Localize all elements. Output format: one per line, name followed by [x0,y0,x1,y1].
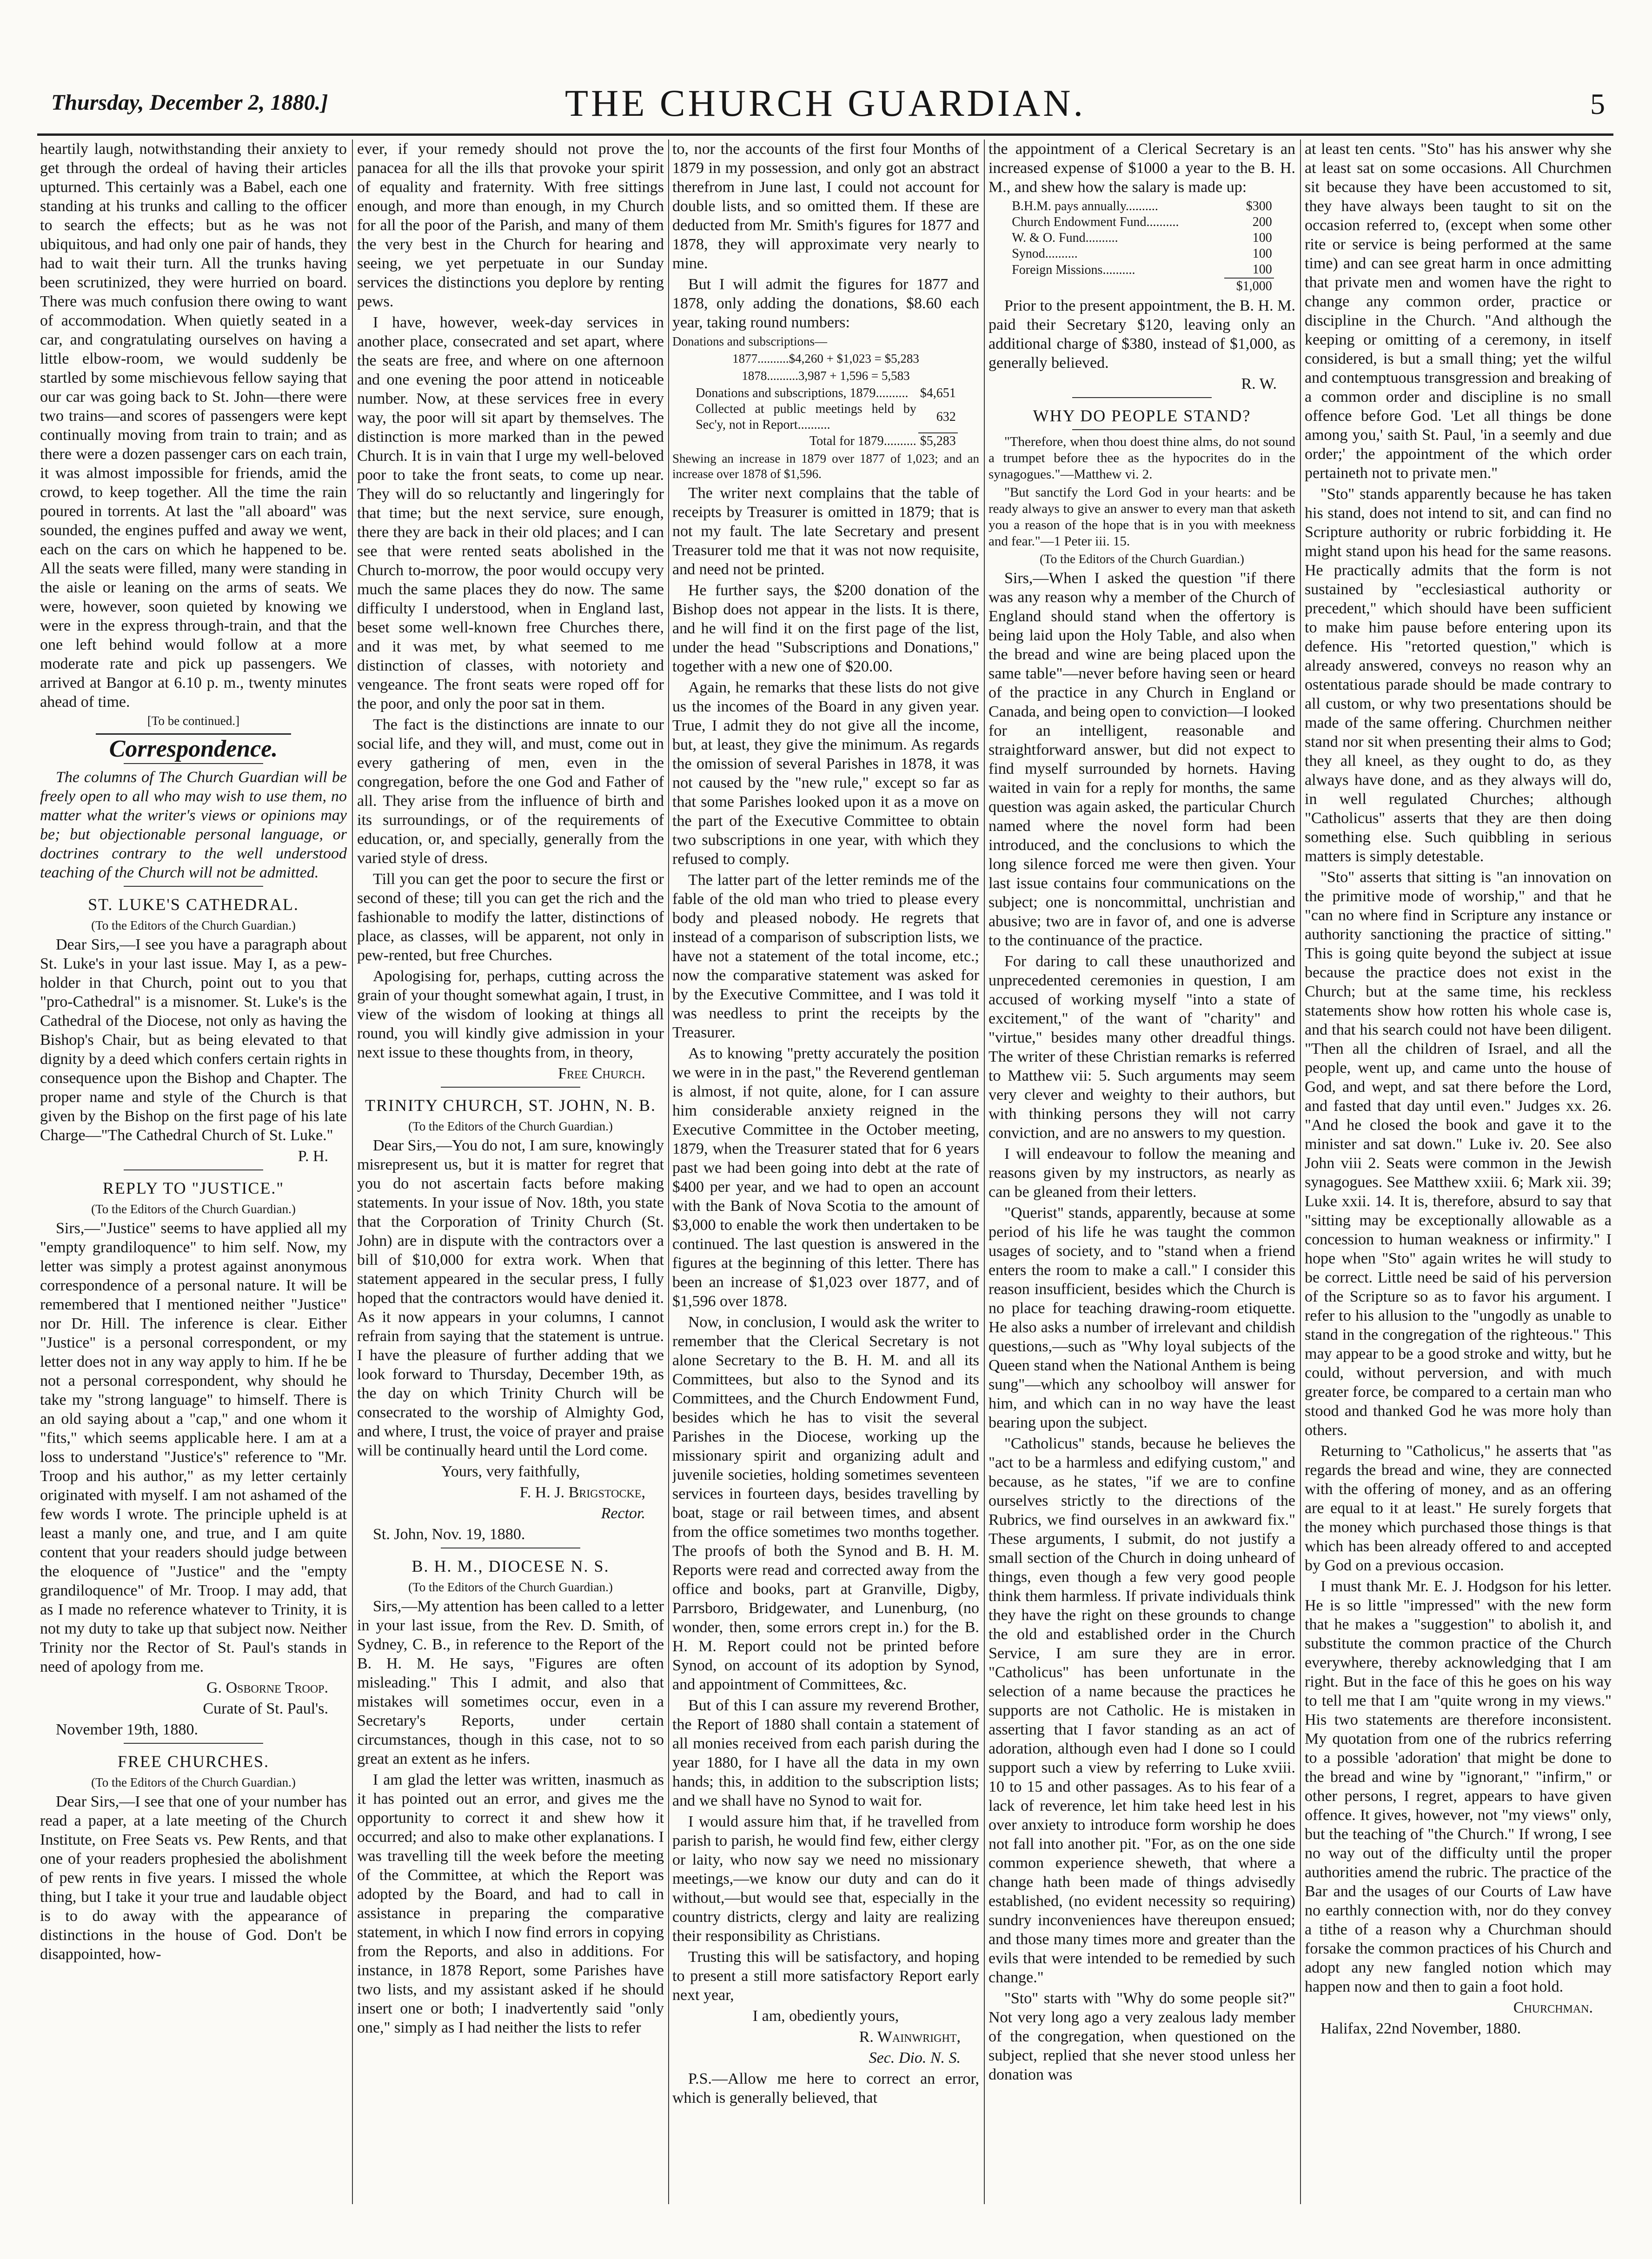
page-number: 5 [1590,87,1605,120]
section-divider [441,1087,580,1088]
letter-signature: Churchman. [1513,1999,1593,2016]
section-divider [124,763,263,764]
table-cell-label: Collected at public meetings held by Sec'y, not in Report.......... [696,402,916,432]
table-cell-value: 632 [936,409,956,424]
table-cell-label: Foreign Missions.......... [1012,262,1135,277]
masthead-title: THE CHURCH GUARDIAN. [565,82,1086,124]
letter-paragraph: For daring to call these unauthorized and unprecedented ceremonies in question, I am accused of working myself "into a state of excitement," of the want of "charity" and "virtue," besides many other dreadful things. The writer of these Christian remarks is referred to Matthew vii: 5. Such arguments may seem very clever and weighty to their authors, but with thinking persons they will not carry conviction, and are no answers to my question. [989,953,1295,1142]
editorial-note: The columns of The Church Guardian will be freely open to all who may wish to use them, no matter what the writer's views or opinions may be; but objectionable personal language, or doctrines contrary to the well understood teaching of the Church will not be admitted. [40,769,347,881]
column-1 [40,140,347,2209]
letter-paragraph: I am glad the letter was written, inasmuch as it has pointed out an error, and gives me the opportunity to correct it and shew how it occurred; and also to make other explanations. I was travelling till the week before the meeting of the Committee, at which the Report was adopted by the Board, and had to call in assistance in preparing the comparative statement, in which I now find errors in copying from the Reports, and also in additions. For instance, in 1878 Report, some Parishes have two lists, and my assistant asked if he should insert one or both; I inadvertently said "only one," simply as I had neither the lists to refer [357,1771,664,2036]
letter-paragraph: But I will admit the figures for 1877 and 1878, only adding the donations, $8.60 each year, taking round numbers: [672,276,979,331]
letter-signature: P. H. [298,1148,328,1165]
table-cell-value: $4,651 [920,386,956,400]
letter-paragraph: As to knowing "pretty accurately the position we were in in the past," the Reverend gentleman is almost, if not quite, alone, for I can assure him considerable anxiety reigned in the Executive Committee in the October meeting, 1879, when the Treasurer stated that for 6 years past we had been going into debt at the rate of $400 per year, and we had to open an account with the Bank of Nova Scotia to the amount of $3,000 to enable the work then undertaken to be continued. The last question is answered in the figures at the beginning of this letter. There has been an increase of $1,023 over 1877, and of $1,596 over 1878. [672,1045,979,1310]
letter-date: St. John, Nov. 19, 1880. [373,1526,525,1543]
table-cell-value: 100 [1252,262,1272,277]
letter-heading: B. H. M., DIOCESE N. S. [411,1557,610,1575]
letter-signature: R. W. [1241,375,1277,392]
letter-addressee: (To the Editors of the Church Guardian.) [1040,552,1244,566]
letter-paragraph: Prior to the present appointment, the B. H. M. paid their Secretary $120, leaving only an additional charge of $380, instead of $1,000, as generally believed. [989,297,1295,372]
letter-paragraph: Dear Sirs,—You do not, I am sure, knowingly misrepresent us, but it is matter for regret that you do not ascertain facts before making statements. In your issue of Nov. 18th, you state that the Corporation of Trinity Church (St. John) are in dispute with the contractors over a bill of $10,000 for extra work. When that statement appeared in the secular press, I fully hoped that the contractors would have denied it. As it now appears in your columns, I cannot refrain from saying that the statement is untrue. I have the pleasure of further adding that we look forward to Thursday, December 19th, as the day on which Trinity Church will be consecrated to the worship of Almighty God, and where, I trust, the voice of prayer and praise will be continually heard until the Lord come. [357,1137,664,1459]
letter-paragraph: "Sto" asserts that sitting is "an innovation on the primitive mode of worship," and that he "can no where find in Scripture any instance or authority sanctioning the practice of sitting." This is going quite beyond the subject at issue because the practice does not exist in the Church; but at the same time, his reckless statements show how rotten his whole case is, and that his search could not have been diligent. "Then all the children of Israel, and all the people, went up, and came unto the house of God, and wept, and sat there before the Lord, and fasted that day until even." Judges xx. 26. "And he closed the book and gave it to the minister and sat down." Luke iv. 20. See also John viii 2. Seats were common in the Jewish synagogues. See Matthew xxiii. 6; Mark xii. 39; Luke xxii. 14. It is, therefore, absurd to say that "sitting may be exceptionally allowable as a concession to human weakness or infirmity." I hope when "Sto" again writes he will study to be correct. Little need be said of his perversion of the Scripture so as to favor his argument. I refer to his allusion to the "ungodly as unable to stand in the congregation of the righteous." This may appear to be a good stroke and witty, but he could, without perversion, and with much greater force, be compared to a certain man who stood and thanked God he was more holy than others. [1305,869,1612,1439]
section-divider [124,886,263,887]
table-cell-label: Church Endowment Fund.......... [1012,215,1179,229]
letter-paragraph: "Sto" starts with "Why do some people sit?" Not very long ago a very zealous lady member of the congregation, when questioned on the subject, replied that she never stood unless her donation was [989,1990,1295,2083]
scripture-quote: "Therefore, when thou doest thine alms, do not sound a trumpet before thee as the hypocrites do in the synagogues."—Matthew vi. 2. [989,434,1295,482]
letter-addressee: (To the Editors of the Church Guardian.) [91,1775,296,1789]
letter-paragraph: The fact is the distinctions are innate to our social life, and they will, and must, come out in every gathering of men, even in the congregation, before the one God and Father of all. They arise from the influence of birth and its surroundings, or of the requirements of education, or, and specially, generally from the varied style of dress. [357,716,664,867]
section-heading-correspondence: Correspondence. [109,736,278,762]
letter-heading: ST. LUKE'S CATHEDRAL. [88,895,299,914]
column-rule [352,140,353,2204]
letter-closing: I am, obediently yours, [752,2007,899,2025]
table-cell-label: B.H.M. pays annually.......... [1012,199,1158,213]
header-date: Thursday, December 2, 1880.] [51,90,328,115]
letter-signature: F. H. J. Brigstocke, [519,1484,645,1501]
letter-paragraph: the appointment of a Clerical Secretary is an increased expense of $1000 a year to the B. H. M., and shew how the salary is made up: [989,140,1295,196]
continued-note: [To be continued.] [147,714,240,728]
table-row [1010,214,1274,230]
letter-heading: REPLY TO "JUSTICE." [102,1179,285,1197]
table-cell-label: Synod.......... [1012,246,1078,261]
letter-paragraph: Apologising for, perhaps, cutting across the grain of your thought somewhat again, I trust, in view of the wisdom of looking at things all round, you will kindly give admission in your next issue to these thoughts from, in theory, [357,968,664,1061]
letter-signature-title: Sec. Dio. N. S. [869,2049,961,2066]
letter-signature: R. Wainwright, [859,2028,961,2046]
letter-addressee: (To the Editors of the Church Guardian.) [91,918,296,932]
table-cell-value: $5,283 [918,433,958,449]
letter-paragraph: "Querist" stands, apparently, because at some period of his life he was taught the common usages of society, and to "stand when a friend enters the room to make a call." I consider this reason insufficient, besides which the Church is no place for teaching drawing-room etiquette. He also asks a number of irrelevant and childish questions,—such as "Why loyal subjects of the Queen stand when the National Anthem is being sung"—which any schoolboy will answer for him, and which can in no way have the least bearing upon the subject. [989,1204,1295,1431]
table-cell-value: 200 [1252,215,1272,229]
table-cell-empty [1010,278,1224,294]
section-divider [124,1169,263,1170]
letter-paragraph: ever, if your remedy should not prove the panacea for all the ills that provoke your spirit of equality and fraternity. With free sittings enough, and more than enough, in my Church for all the poor of the Parish, and many of them the very best in the Church for hearing and seeing, we yet perpetuate in our Sunday services the distinctions you deplore by renting pews. [357,140,664,310]
letter-paragraph: Till you can get the poor to secure the first or second of these; till you can get the rich and the fashionable to modify the latter, distinctions of place, as classes, will be apparent, not only in pew-rented, but free Churches. [357,870,664,964]
letter-paragraph: I will endeavour to follow the meaning and reasons given by my instructors, as nearly as can be gleaned from their letters. [989,1145,1295,1201]
letter-addressee: (To the Editors of the Church Guardian.) [91,1202,296,1216]
letter-heading: WHY DO PEOPLE STAND? [1033,406,1251,425]
column-5 [1305,140,1612,2209]
donations-1877: 1877..........$4,260 + $1,023 = $5,283 [732,352,919,365]
table-row [1010,230,1274,246]
letter-signature: G. Osborne Troop. [206,1679,328,1696]
letter-paragraph: The writer next complains that the table of receipts by Treasurer is omitted in 1879; that is not my fault. The late Secretary and present Treasurer told me that it was not now requisite, and need not be printed. [672,485,979,578]
page-header [37,81,1613,136]
letter-addressee: (To the Editors of the Church Guardian.) [408,1580,613,1594]
table-cell-total: $1,000 [1224,278,1274,294]
article-paragraph: heartily laugh, notwithstanding their anxiety to get through the ordeal of having their articles upturned. This certainly was a Babel, each one standing at his trunks and calling to the officer to search the effects; but as he was not ubiquitous, and had only one pair of hands, they had to wait their turn. All the trunks having been scrutinized, they were hurried on board. There was much confusion there owing to want of accommodation. When quietly seated in a car, and congratulating ourselves on having a little elbow-room, we would suddenly be startled by some mischievous fellow saying that our car was going back to St. John—there were two trains—and scores of passengers were kept continually moving from train to train; and as there were a dozen passenger cars on each train, it was almost impossible for friends, amid the crowd, to keep together. All the time the rain poured in torrents. At last the "all aboard" was sounded, the engines puffed and away we went, each on the cars on which he happened to be. All the seats were filled, many were standing in the aisle or leaning on the arms of seats. We were, however, soon quieted by knowing we were in the express through-train, and that the one left behind would follow at a more moderate rate and pick up passengers. We arrived at Bangor at 6.10 p. m., twenty minutes ahead of time. [40,140,347,711]
letter-addressee: (To the Editors of the Church Guardian.) [408,1119,613,1133]
letter-paragraph: I must thank Mr. E. J. Hodgson for his letter. He is so little "impressed" with the new form that he makes a "suggestion" to abolish it, and substitute the common practice of the Church everywhere, thereby acknowledging that I am right. But in the face of this he goes on his way to tell me that I am "quite wrong in my views." His two statements are therefore inconsistent. My quotation from one of the rubrics referring to a possible 'adoration' that might be done to the bread and wine by "ignorant," "infirm," or other persons, I regret, appears to have given offence. It gives, however, not "my views" only, but the teaching of "the Church." If wrong, I see no way out of the difficulty until the proper authorities amend the rubric. The practice of the Bar and the usages of our Courts of Law have no earthly connection with, nor do they convey a tithe of a reason why a Churchman should forsake the common practices of his Church and adopt any new fangled notion which may happen now and then to gain a foot hold. [1305,1578,1612,1995]
postscript: P.S.—Allow me here to correct an error, which is generally believed, that [672,2070,979,2106]
section-divider [96,733,291,735]
column-4 [989,140,1295,2209]
table-row [694,433,958,449]
table-cell-value: 100 [1252,231,1272,245]
letter-paragraph: But of this I can assure my reverend Brother, the Report of 1880 shall contain a statement of all monies received from each parish during the year 1880, for I have all the data in my own hands; this, in addition to the subscription lists; and we shall have no Synod to wait for. [672,1697,979,1809]
column-3 [672,140,979,2209]
table-row [694,401,958,433]
increase-note: Shewing an increase in 1879 over 1877 of 1,023; and an increase over 1878 of $1,596. [672,452,979,481]
letter-paragraph: The latter part of the letter reminds me of the fable of the old man who tried to please every body and pleased nobody. He regrets that instead of a comparison of subscription lists, we have not a statement of the total income, etc.; now the comparative statement was asked for by the Executive Committee, and I was told it was needless to print the receipts by the Treasurer. [672,871,979,1041]
letter-paragraph: Sirs,—"Justice" seems to have applied all my "empty grandiloquence" to him self. Now, my letter was simply a protest against anonymous correspondence of a personal nature. It will be remembered that I mentioned neither "Justice" nor Dr. Hill. The inference is clear. Either "Justice" is a personal correspondent, or my letter does not in any way apply to him. If he be not a personal correspondent, why should he take my "strong language" to himself. There is an old saying about a "cap," and one whom it "fits," which seems applicable here. I am at a loss to understand "Justice's" reference to "Mr. Troop and his author," as my letter certainly originated with myself. I am not ashamed of the few words I wrote. The principle upheld is at least a manly one, and true, and I am quite content that your readers should judge between the eloquence of "Justice" and the "empty grandiloquence" of Mr. Troop. I may add, that as I made no reference whatever to Trinity, it is not my duty to take up that subject now. Neither Trinity nor the Rector of St. Paul's stands in need of apology from me. [40,1220,347,1675]
letter-date: Halifax, 22nd November, 1880. [1320,2020,1521,2037]
section-divider [1072,397,1212,398]
column-rule [984,140,985,2204]
letter-signature: Free Church. [558,1065,645,1082]
letter-paragraph: Sirs,—When I asked the question "if there was any reason why a member of the Church of England should stand when the offertory is being laid upon the Holy Table, and also when the bread and wine are being placed upon the same table"—never before having seen or heard of the practice in any Church in England or Canada, and being open to conviction—I looked for an intelligent, reasonable and straightforward answer, but did not expect to find myself surrounded by hornets. Having waited in vain for a reply for months, the same question was again asked, the particular Church named where the novel form had been introduced, and the conclusions to which the long silence forced me were then given. Your last issue contains four communications on the subject; one is noncommittal, unchristian and abusive; two are in favor of, and one is adverse to the continuance of the practice. [989,570,1295,949]
table-row [1010,199,1274,214]
salary-table [1010,199,1274,294]
table-cell-value: $300 [1246,199,1272,213]
letter-paragraph: Dear Sirs,—I see that one of your number has read a paper, at a late meeting of the Church Institute, on Free Seats vs. Pew Rents, and that one of your readers prophesied the abolishment of pew rents in five years. I missed the whole thing, but I take it your true and laudable object is to do away with the appearance of distinctions in the house of God. Don't be disappointed, how- [40,1793,347,1963]
table-row [694,385,958,401]
section-divider [1072,429,1212,430]
column-2 [357,140,664,2209]
letter-paragraph: Returning to "Catholicus," he asserts that "as regards the bread and wine, they are connected with the offering of money, and as an offering are equal to it at least." He surely forgets that the money which purchased those things is that which has been already offered to and accepted by God on a previous occasion. [1305,1442,1612,1574]
letter-paragraph: Trusting this will be satisfactory, and hoping to present a still more satisfactory Report early next year, [672,1948,979,2004]
letter-paragraph: Dear Sirs,—I see you have a paragraph about St. Luke's in your last issue. May I, as a pew-holder in that Church, point out to you that "pro-Cathedral" is a misnomer. St. Luke's is the Cathedral of the Diocese, not only as having the Bishop's Chair, but as being elevated to that dignity by a deed which confers certain rights in consequence upon the Bishop and Chapter. The proper name and style of the Church is that given by the Bishop on the first page of his late Charge—"The Cathedral Church of St. Luke." [40,936,347,1144]
section-divider [124,1743,263,1744]
letter-closing: Yours, very faithfully, [441,1463,580,1480]
letter-paragraph: Again, he remarks that these lists do not give us the incomes of the Board in any given year. True, I admit they do not give all the income, but, at least, they give the minimum. As regards the omission of several Parishes in 1878, it was not caused by the "new rule," except so far as that some Parishes looked upon it as a move on the part of the Executive Committee to obtain two subscriptions in one year, with which they refused to comply. [672,679,979,868]
scripture-quote: "But sanctify the Lord God in your hearts: and be ready always to give an answer to every man that asketh you a reason of the hope that is in you with meekness and fear."—1 Peter iii. 15. [989,485,1295,549]
letter-paragraph: at least ten cents. "Sto" has his answer why she at least sat on some occasions. All Churchmen sit because they have been accustomed to sit, they have always been taught to sit on the occasion referred to, (except when some other rite or service is being performed at the same time) and can see great harm in once admitting that private men and women have the right to change any common order, practice or discipline in the Church. "And although the keeping or omitting of a ceremony, in itself considered, is but a small thing; yet the wilful and contemptuous transgression and breaking of a common order and discipline is no small offence before God. 'Let all things be done among you,' saith St. Paul, 'in a seemly and due order;' the appointment of the which order pertaineth not to private men." [1305,140,1612,482]
donations-1878: 1878..........3,987 + 1,596 = 5,583 [742,369,910,383]
column-rule [1300,140,1301,2204]
letter-date: November 19th, 1880. [56,1721,198,1738]
letter-paragraph: I have, however, week-day services in another place, consecrated and set apart, where the seats are free, and where on one afternoon and one evening the poor attend in noticeable number. Now, at these services free in every way, the poor will sit apart by themselves. The distinction is more marked than in the pewed Church. It is in vain that I urge my well-beloved poor to take the front seats, to come up near. They will do so reluctantly and lingeringly for that time; but the next service, sure enough, there they are back in their old places; and I can see that were rented seats abolished in the Church to-morrow, the poor would occupy very much the same places they do now. The same difficulty I understood, when in England last, beset some well-known free Churches there, and it was met, by what seemed to me distinction of classes, with notoriety and vengeance. The front seats were roped off for the poor, and only the poor sat in them. [357,314,664,712]
letter-paragraph: "Sto" stands apparently because he has taken his stand, does not intend to sit, and can find no Scripture authority or rubric forbidding it. He might stand upon his head for the same reasons. He practically admits that the form is not sustained by "ecclesiastical authority or precedent," which should have been sufficient to make him pause before entering upon its defence. His "retorted question," which is already answered, conveys no reason why an ostentatious parade should be made contrary to all custom, or why two presentations should be made of the same offering. Churchmen neither stand nor sit when presenting their alms to God; they all kneel, as they ought to do, as they always have done, and as they always will do, in well regulated Churches; although "Catholicus" asserts that they are then doing something else. Such quibbling in serious matters is simply detestable. [1305,485,1612,865]
letter-heading: FREE CHURCHES. [117,1752,270,1771]
letter-paragraph: "Catholicus" stands, because he believes the "act to be a harmless and edifying custom," and because, as he states, "if we are to confine ourselves strictly to the directions of the Rubrics, we find ourselves in an awkward fix." These arguments, I submit, do not justify a small section of the Church in doing unheard of things, even though a few very good people think them harmless. If private individuals think they have the right on these grounds to change the old and established order in the Church Service, I am sure they are in error. "Catholicus" has been unfortunate in the selection of a name because the practices he supports are not Catholic. He is mistaken in asserting that I favor standing as an act of adoration, although even had I done so I could support such a view by referring to Luke xviii. 10 to 15 and other passages. As to his fear of a lack of reverence, let him take heed lest in his over anxiety to introduce form worship he does not fall into another pit. "For, as on the one side common experience sheweth, that where a change hath been made of things advisedly established, (no evident necessity so requiring) sundry inconveniences have thereupon ensued; and those many times more and greater than the evils that were intended to be remedied by such change." [989,1435,1295,1986]
donations-label: Donations and subscriptions— [672,334,827,348]
letter-signature-title: Curate of St. Paul's. [203,1700,328,1717]
table-row [1010,262,1274,278]
letter-signature-title: Rector. [601,1505,645,1522]
letter-paragraph: He further says, the $200 donation of the Bishop does not appear in the lists. It is there, and he will find it on the first page of the list, under the head "Subscriptions and Donations," together with a new one of $20.00. [672,582,979,675]
letter-paragraph: Sirs,—My attention has been called to a letter in your last issue, from the Rev. D. Smith, of Sydney, C. B., in reference to the Report of the B. H. M. He says, "Figures are often misleading." This I admit, and also that mistakes will sometimes occur, even in a Secretary's Reports, under certain circumstances, though in this case, not to so great an extent as he infers. [357,1598,664,1767]
table-cell-label: W. & O. Fund.......... [1012,231,1118,245]
letter-paragraph: I would assure him that, if he travelled from parish to parish, he would find few, either clergy or laity, who now say we need no missionary meetings,—we know our duty and can do it without,—but would see that, especially in the country districts, clergy and laity are realizing their responsibility as Christians. [672,1813,979,1945]
column-rule [668,140,669,2204]
table-cell-label: Donations and subscriptions, 1879.......... [696,386,909,400]
table-cell-value: 100 [1252,246,1272,261]
letter-paragraph: to, nor the accounts of the first four Months of 1879 in my possession, and only got an abstract therefrom in June last, I could not account for double lists, and so omitted them. If these are deducted from Mr. Smith's figures for 1877 and 1878, they will approximate very nearly to mine. [672,140,979,272]
table-row [1010,246,1274,262]
table-row [1010,278,1274,294]
donations-1879-table [694,385,958,449]
table-cell-label: Total for 1879.......... [809,433,916,448]
letter-paragraph: Now, in conclusion, I would ask the writer to remember that the Clerical Secretary is not alone Secretary to the B. H. M. and all its Committees, but also to the Synod and its Committees, and the Church Endowment Fund, besides which he has to visit the several Parishes in the Diocese, working up the missionary spirit and organizing adult and juvenile societies, holding sometimes seventeen services in fourteen days, besides travelling by boat, stage or rail between times, and absent from the office sometimes two months together. The proofs of both the Synod and B. H. M. Reports were read and corrected away from the office and books, part at Granville, Digby, Parrsboro, Bridgewater, and Lunenburg, (no wonder, then, some errors crept in.) for the B. H. M. Report could not be printed before Synod, on account of its adoption by Synod, and appointment of Committees, &c. [672,1314,979,1693]
letter-heading: TRINITY CHURCH, ST. JOHN, N. B. [365,1096,656,1115]
